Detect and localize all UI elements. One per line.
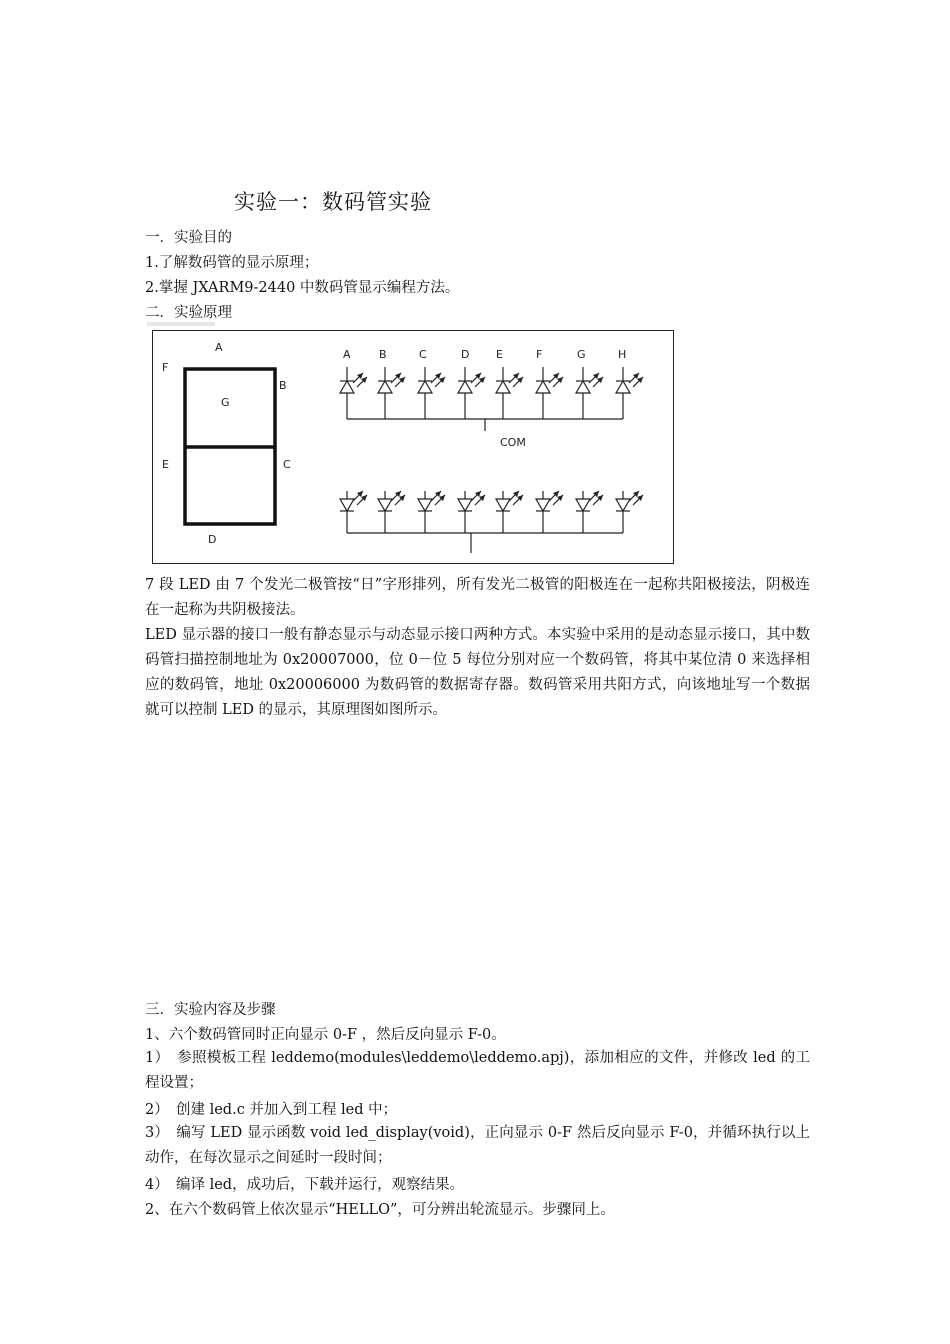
led-label: B [379,348,387,361]
step-line: 2、在六个数码管上依次显示“HELLO”，可分辨出轮流显示。步骤同上。 [145,1202,615,1218]
seg-label: E [162,458,169,471]
objective-item: 2.掌握 JXARM9-2440 中数码管显示编程方法。 [145,280,460,296]
principle-paragraph: LED 显示器的接口一般有静态显示与动态显示接口两种方式。本实验中采用的是动态显示接口，其中数码管扫描控制地址为 0x20007000，位 0－位 5 每位分别对应一个数码管，将其中某位清 0 来选择相应的数码管，地址 0x20006000 为数码管的数据寄存器。数码管采用共阳方式，向该地址写一个数据就可以控制 LED 的显示，其原理图如图所示。 [145,627,810,718]
step-line: 3） 编写 LED 显示函数 void led_display(void)，正向显示 0-F 然后反向显示 F-0，并循环执行以上动作，在每次显示之间延时一段时间； [145,1125,810,1166]
section3-heading: 三．实验内容及步骤 [145,1002,276,1018]
com-label: COM [500,436,526,449]
led-label: A [343,348,351,361]
section1-heading: 一．实验目的 [145,230,232,246]
led-label: E [496,348,503,361]
led-label: C [419,348,427,361]
seg-label: G [221,396,230,409]
seg-label: D [208,533,217,546]
led-label: G [577,348,586,361]
led-label: D [461,348,470,361]
step-line: 1） 参照模板工程 leddemo(modules\leddemo\leddemo.apj)，添加相应的文件，并修改 led 的工程设置； [145,1050,810,1091]
common-anode-row [340,491,643,553]
seg-label: B [279,379,287,392]
principle-paragraph: 7 段 LED 由 7 个发光二极管按“日”字形排列，所有发光二极管的阳极连在一起称共阳极接法，阴极连在一起称为共阴极接法。 [145,577,810,618]
seven-segment-digit [185,369,275,524]
objective-item: 1.了解数码管的显示原理； [145,255,319,271]
led-label: H [618,348,627,361]
seg-label: C [283,458,291,471]
step-line: 4） 编译 led，成功后，下载并运行，观察结果。 [145,1177,465,1193]
seg-label: F [162,361,169,374]
common-cathode-row [340,367,643,431]
highlight-marker [147,322,215,326]
led-schematic-figure [152,330,674,564]
seg-label: A [215,341,223,354]
section2-heading: 二．实验原理 [145,305,232,321]
step-line: 1、六个数码管同时正向显示 0-F ，然后反向显示 F-0。 [145,1027,506,1043]
led-label: F [536,348,543,361]
step-line: 2） 创建 led.c 并加入到工程 led 中； [145,1102,398,1118]
page-title: 实验一：数码管实验 [234,190,432,214]
